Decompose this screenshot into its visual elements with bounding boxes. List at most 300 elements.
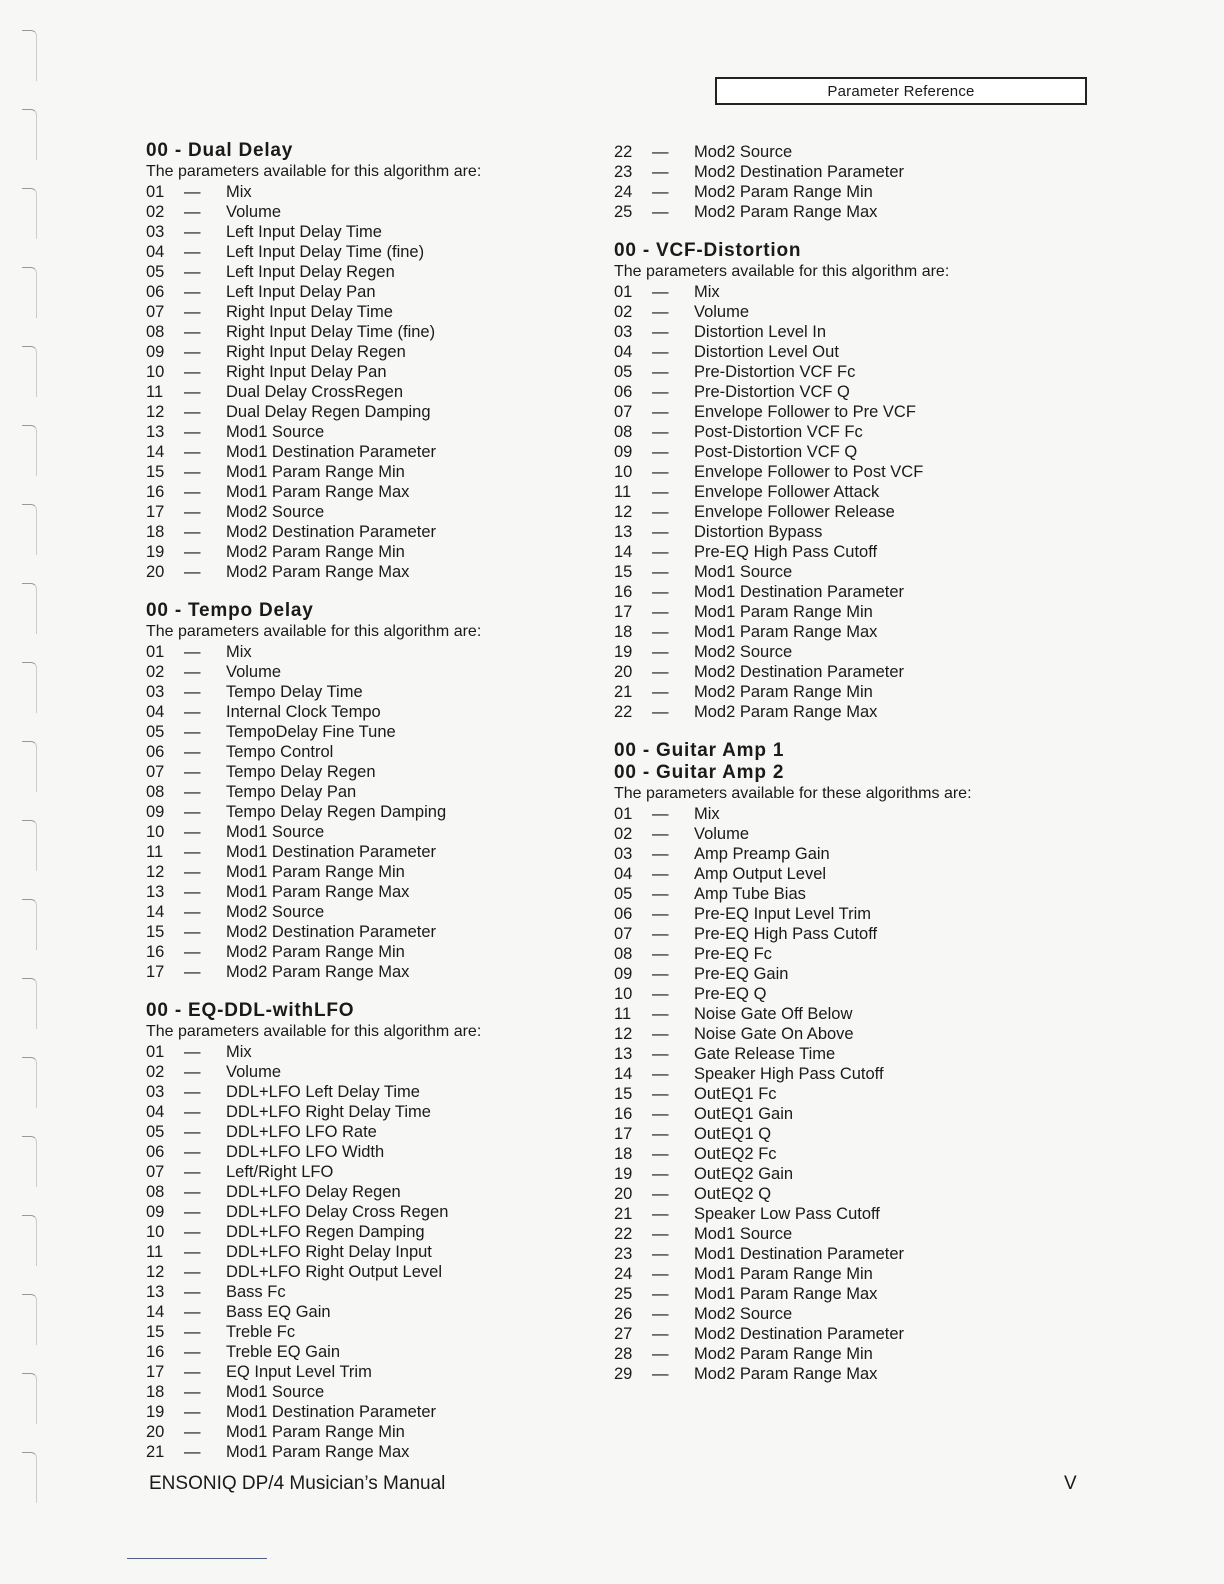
parameter-number: 16 — [614, 583, 633, 601]
parameter-row — [146, 1122, 626, 1142]
dash-separator: — — [652, 543, 669, 561]
parameter-name: Mod1 Source — [694, 563, 793, 581]
parameter-row — [146, 1082, 626, 1102]
parameter-row — [146, 442, 626, 462]
parameter-row — [614, 1364, 1094, 1384]
dash-separator: — — [652, 1245, 669, 1263]
parameter-number: 13 — [614, 1045, 633, 1063]
parameter-row — [146, 1062, 626, 1082]
parameter-number: 13 — [146, 883, 165, 901]
parameter-row — [146, 282, 626, 302]
dash-separator: — — [184, 1223, 201, 1241]
parameter-number: 06 — [146, 1143, 165, 1161]
parameter-row — [146, 1322, 626, 1342]
dash-separator: — — [184, 203, 201, 221]
parameter-number: 16 — [146, 483, 165, 501]
parameter-number: 03 — [146, 1083, 165, 1101]
parameter-number: 22 — [614, 1225, 633, 1243]
parameter-row — [614, 1264, 1094, 1284]
parameter-name: Tempo Delay Time — [226, 683, 363, 701]
binder-mark — [22, 1057, 37, 1108]
parameter-name: Right Input Delay Regen — [226, 343, 406, 361]
parameter-name: Gate Release Time — [694, 1045, 836, 1063]
parameter-row — [146, 902, 626, 922]
parameter-name: Envelope Follower to Post VCF — [694, 463, 924, 481]
parameter-number: 16 — [146, 1343, 165, 1361]
algorithm-title: 00 - EQ-DDL-withLFO — [146, 1000, 355, 1021]
parameter-row — [146, 1362, 626, 1382]
parameter-number: 18 — [146, 523, 165, 541]
dash-separator: — — [184, 803, 201, 821]
parameter-number: 02 — [614, 825, 633, 843]
parameter-row — [614, 462, 1094, 482]
dash-separator: — — [184, 523, 201, 541]
parameter-name: Tempo Delay Regen Damping — [226, 803, 447, 821]
parameter-number: 11 — [146, 843, 164, 861]
dash-separator: — — [184, 1203, 201, 1221]
binder-mark — [22, 820, 37, 871]
parameter-name: Left Input Delay Time (fine) — [226, 243, 425, 261]
parameter-name: Mod1 Param Range Min — [226, 463, 405, 481]
dash-separator: — — [184, 1043, 201, 1061]
parameter-row — [614, 1324, 1094, 1344]
dash-separator: — — [184, 223, 201, 241]
parameter-row — [614, 1344, 1094, 1364]
parameter-name: Mod1 Destination Parameter — [226, 843, 437, 861]
parameter-name: Amp Tube Bias — [694, 885, 806, 903]
parameter-row — [614, 1124, 1094, 1144]
parameter-row — [614, 362, 1094, 382]
parameter-name: Mod1 Source — [226, 423, 325, 441]
dash-separator: — — [652, 925, 669, 943]
parameter-row — [614, 804, 1094, 824]
parameter-name: Volume — [226, 663, 282, 681]
dash-separator: — — [184, 503, 201, 521]
parameter-number: 09 — [146, 343, 165, 361]
parameter-row — [146, 662, 626, 682]
parameter-list — [614, 142, 1094, 222]
parameter-row — [614, 944, 1094, 964]
parameter-number: 01 — [614, 283, 633, 301]
binder-mark — [22, 267, 37, 318]
parameter-number: 04 — [146, 243, 165, 261]
parameter-name: Mod1 Destination Parameter — [694, 583, 905, 601]
dash-separator: — — [184, 843, 201, 861]
parameter-number: 05 — [614, 363, 633, 381]
parameter-row — [146, 1282, 626, 1302]
parameter-row — [614, 1304, 1094, 1324]
parameter-row — [146, 222, 626, 242]
parameter-name: Mod2 Source — [226, 903, 325, 921]
parameter-number: 15 — [146, 923, 165, 941]
parameter-number: 05 — [146, 723, 165, 741]
dash-separator: — — [652, 423, 669, 441]
parameter-row — [146, 962, 626, 982]
dash-separator: — — [184, 903, 201, 921]
parameter-name: Mod2 Param Range Max — [694, 203, 878, 221]
dash-separator: — — [184, 1263, 201, 1281]
left-column — [146, 140, 626, 1480]
parameter-row — [146, 702, 626, 722]
parameter-name: Noise Gate On Above — [694, 1025, 854, 1043]
parameter-row — [146, 502, 626, 522]
parameter-row — [146, 882, 626, 902]
parameter-list — [614, 804, 1094, 1384]
parameter-number: 07 — [146, 303, 165, 321]
parameter-name: Mix — [226, 183, 252, 201]
parameter-name: Amp Preamp Gain — [694, 845, 830, 863]
parameter-name: Mod1 Source — [226, 823, 325, 841]
parameter-row — [146, 1182, 626, 1202]
parameter-name: Envelope Follower Attack — [694, 483, 880, 501]
parameter-number: 28 — [614, 1345, 633, 1363]
dash-separator: — — [652, 1085, 669, 1103]
parameter-name: Mod2 Source — [694, 643, 793, 661]
algorithm-section — [146, 600, 626, 982]
parameter-name: Right Input Delay Time — [226, 303, 393, 321]
parameter-row — [614, 924, 1094, 944]
algorithm-section — [146, 140, 626, 582]
parameter-name: Dual Delay CrossRegen — [226, 383, 403, 401]
parameter-name: Speaker Low Pass Cutoff — [694, 1205, 880, 1223]
parameter-name: Distortion Level In — [694, 323, 827, 341]
parameter-name: DDL+LFO Left Delay Time — [226, 1083, 420, 1101]
dash-separator: — — [184, 703, 201, 721]
parameter-number: 13 — [146, 423, 165, 441]
parameter-number: 14 — [614, 543, 633, 561]
parameter-number: 01 — [614, 805, 633, 823]
parameter-number: 12 — [146, 863, 165, 881]
dash-separator: — — [652, 1105, 669, 1123]
dash-separator: — — [184, 763, 201, 781]
dash-separator: — — [184, 463, 201, 481]
parameter-number: 03 — [614, 323, 633, 341]
parameter-number: 03 — [614, 845, 633, 863]
parameter-name: Mod2 Source — [694, 143, 793, 161]
parameter-name: DDL+LFO LFO Rate — [226, 1123, 377, 1141]
dash-separator: — — [652, 563, 669, 581]
dash-separator: — — [184, 963, 201, 981]
binder-mark — [22, 741, 37, 792]
parameter-number: 07 — [614, 925, 633, 943]
dash-separator: — — [652, 703, 669, 721]
dash-separator: — — [652, 203, 669, 221]
algorithm-intro: The parameters available for this algorithm are: — [146, 163, 482, 180]
dash-separator: — — [184, 1143, 201, 1161]
parameter-name: Volume — [226, 1063, 282, 1081]
parameter-name: Pre-EQ High Pass Cutoff — [694, 925, 878, 943]
dash-separator: — — [652, 603, 669, 621]
dash-separator: — — [652, 663, 669, 681]
dash-separator: — — [184, 563, 201, 581]
parameter-number: 20 — [146, 1423, 165, 1441]
parameter-name: Mod2 Destination Parameter — [226, 923, 437, 941]
dash-separator: — — [184, 363, 201, 381]
parameter-name: Dual Delay Regen Damping — [226, 403, 431, 421]
parameter-name: Mod2 Destination Parameter — [694, 1325, 905, 1343]
dash-separator: — — [184, 1383, 201, 1401]
parameter-number: 09 — [146, 1203, 165, 1221]
parameter-number: 11 — [146, 383, 164, 401]
algorithm-intro: The parameters available for this algorithm are: — [146, 1023, 482, 1040]
dash-separator: — — [652, 1225, 669, 1243]
parameter-name: Mod1 Destination Parameter — [226, 1403, 437, 1421]
dash-separator: — — [184, 343, 201, 361]
dash-separator: — — [184, 423, 201, 441]
dash-separator: — — [184, 403, 201, 421]
parameter-name: Mod2 Param Range Min — [694, 683, 873, 701]
parameter-row — [146, 362, 626, 382]
dash-separator: — — [184, 1443, 201, 1461]
parameter-row — [146, 422, 626, 442]
dash-separator: — — [184, 1103, 201, 1121]
binder-mark — [22, 346, 37, 397]
dash-separator: — — [652, 1045, 669, 1063]
parameter-number: 02 — [614, 303, 633, 321]
dash-separator: — — [652, 1365, 669, 1383]
parameter-row — [614, 182, 1094, 202]
parameter-row — [614, 1204, 1094, 1224]
parameter-number: 04 — [146, 1103, 165, 1121]
parameter-name: Amp Output Level — [694, 865, 827, 883]
parameter-number: 22 — [614, 703, 633, 721]
parameter-name: DDL+LFO Right Delay Time — [226, 1103, 431, 1121]
parameter-number: 24 — [614, 183, 633, 201]
parameter-row — [614, 602, 1094, 622]
dash-separator: — — [184, 663, 201, 681]
parameter-name: OutEQ2 Fc — [694, 1145, 777, 1163]
dash-separator: — — [652, 1285, 669, 1303]
dash-separator: — — [652, 1065, 669, 1083]
parameter-name: DDL+LFO Right Delay Input — [226, 1243, 432, 1261]
parameter-number: 09 — [146, 803, 165, 821]
parameter-number: 10 — [146, 363, 165, 381]
dash-separator: — — [652, 583, 669, 601]
dash-separator: — — [184, 283, 201, 301]
parameter-name: Mod1 Param Range Max — [226, 1443, 410, 1461]
parameter-name: DDL+LFO Right Output Level — [226, 1263, 442, 1281]
parameter-name: Noise Gate Off Below — [694, 1005, 853, 1023]
parameter-name: Mod1 Param Range Max — [694, 623, 878, 641]
parameter-name: Mod2 Source — [226, 503, 325, 521]
dash-separator: — — [652, 183, 669, 201]
parameter-row — [614, 1044, 1094, 1064]
dash-separator: — — [652, 503, 669, 521]
parameter-name: Distortion Level Out — [694, 343, 839, 361]
parameter-row — [146, 762, 626, 782]
parameter-row — [146, 742, 626, 762]
algorithm-title: 00 - VCF-Distortion — [614, 240, 802, 261]
dash-separator: — — [184, 1183, 201, 1201]
dash-separator: — — [652, 643, 669, 661]
parameter-name: Left/Right LFO — [226, 1163, 334, 1181]
parameter-row — [614, 682, 1094, 702]
dash-separator: — — [184, 323, 201, 341]
parameter-number: 07 — [146, 1163, 165, 1181]
binder-mark — [22, 978, 37, 1029]
parameter-number: 08 — [146, 323, 165, 341]
parameter-name: Envelope Follower to Pre VCF — [694, 403, 916, 421]
dash-separator: — — [652, 905, 669, 923]
parameter-name: Mod1 Source — [226, 1383, 325, 1401]
parameter-row — [614, 884, 1094, 904]
dash-separator: — — [652, 443, 669, 461]
parameter-name: Left Input Delay Pan — [226, 283, 376, 301]
algorithm-section — [614, 740, 1094, 1384]
parameter-name: OutEQ1 Q — [694, 1125, 772, 1143]
parameter-name: Mod1 Param Range Max — [226, 883, 410, 901]
parameter-row — [614, 502, 1094, 522]
parameter-name: Mod1 Source — [694, 1225, 793, 1243]
parameter-number: 20 — [614, 1185, 633, 1203]
parameter-number: 12 — [146, 1263, 165, 1281]
parameter-number: 20 — [614, 663, 633, 681]
parameter-number: 25 — [614, 203, 633, 221]
parameter-name: Treble Fc — [226, 1323, 296, 1341]
dash-separator: — — [652, 845, 669, 863]
parameter-row — [146, 942, 626, 962]
parameter-number: 09 — [614, 443, 633, 461]
parameter-row — [614, 702, 1094, 722]
dash-separator: — — [652, 1165, 669, 1183]
parameter-row — [614, 1104, 1094, 1124]
binder-mark — [22, 30, 37, 81]
parameter-row — [146, 462, 626, 482]
parameter-number: 10 — [614, 985, 633, 1003]
parameter-row — [614, 904, 1094, 924]
parameter-list — [146, 1042, 626, 1462]
parameter-name: Mod1 Param Range Max — [694, 1285, 878, 1303]
parameter-row — [146, 562, 626, 582]
parameter-row — [614, 844, 1094, 864]
dash-separator: — — [652, 865, 669, 883]
parameter-name: Pre-EQ Fc — [694, 945, 772, 963]
parameter-row — [146, 1162, 626, 1182]
parameter-number: 13 — [146, 1283, 165, 1301]
parameter-list — [146, 182, 626, 582]
parameter-number: 06 — [146, 743, 165, 761]
parameter-row — [614, 622, 1094, 642]
dash-separator: — — [184, 1123, 201, 1141]
parameter-number: 02 — [146, 203, 165, 221]
parameter-name: OutEQ1 Gain — [694, 1105, 794, 1123]
dash-separator: — — [184, 443, 201, 461]
parameter-name: Mod2 Param Range Max — [226, 963, 410, 981]
dash-separator: — — [652, 683, 669, 701]
dash-separator: — — [184, 543, 201, 561]
algorithm-title: 00 - Guitar Amp 2 — [614, 762, 785, 783]
dash-separator: — — [652, 363, 669, 381]
parameter-name: Tempo Delay Pan — [226, 783, 357, 801]
parameter-name: Right Input Delay Time (fine) — [226, 323, 436, 341]
binder-mark — [22, 1373, 37, 1424]
parameter-row — [146, 642, 626, 662]
parameter-name: Treble EQ Gain — [226, 1343, 341, 1361]
parameter-number: 29 — [614, 1365, 633, 1383]
binder-mark — [22, 1452, 37, 1503]
parameter-row — [146, 722, 626, 742]
parameter-row — [146, 1142, 626, 1162]
parameter-row — [146, 922, 626, 942]
parameter-number: 17 — [614, 603, 633, 621]
parameter-number: 14 — [146, 1303, 165, 1321]
parameter-number: 02 — [146, 1063, 165, 1081]
parameter-number: 13 — [614, 523, 633, 541]
parameter-number: 15 — [146, 1323, 165, 1341]
parameter-row — [146, 1422, 626, 1442]
binder-mark — [22, 1294, 37, 1345]
dash-separator: — — [184, 863, 201, 881]
parameter-number: 14 — [146, 443, 165, 461]
parameter-name: Pre-EQ High Pass Cutoff — [694, 543, 878, 561]
dash-separator: — — [184, 1163, 201, 1181]
parameter-name: Mix — [226, 1043, 252, 1061]
parameter-row — [614, 662, 1094, 682]
parameter-number: 16 — [614, 1105, 633, 1123]
parameter-number: 04 — [614, 343, 633, 361]
binder-mark — [22, 504, 37, 555]
algorithm-title: 00 - Tempo Delay — [146, 600, 314, 621]
parameter-number: 24 — [614, 1265, 633, 1283]
bottom-rule — [127, 1558, 267, 1559]
parameter-name: DDL+LFO Delay Cross Regen — [226, 1203, 449, 1221]
dash-separator: — — [652, 283, 669, 301]
parameter-number: 06 — [614, 383, 633, 401]
dash-separator: — — [652, 985, 669, 1003]
dash-separator: — — [184, 483, 201, 501]
parameter-name: DDL+LFO Regen Damping — [226, 1223, 425, 1241]
parameter-row — [146, 802, 626, 822]
dash-separator: — — [652, 1265, 669, 1283]
parameter-number: 19 — [146, 543, 165, 561]
parameter-number: 15 — [614, 563, 633, 581]
parameter-number: 01 — [146, 643, 165, 661]
parameter-row — [146, 342, 626, 362]
dash-separator: — — [184, 923, 201, 941]
binder-hole-marks — [22, 30, 42, 1510]
parameter-name: Mix — [226, 643, 252, 661]
algorithm-section — [614, 240, 1094, 722]
parameter-number: 16 — [146, 943, 165, 961]
dash-separator: — — [184, 723, 201, 741]
dash-separator: — — [184, 883, 201, 901]
dash-separator: — — [184, 1063, 201, 1081]
parameter-name: Mod2 Param Range Max — [226, 563, 410, 581]
parameter-number: 21 — [614, 1205, 633, 1223]
dash-separator: — — [652, 143, 669, 161]
parameter-number: 12 — [614, 503, 633, 521]
parameter-name: Mod2 Param Range Max — [694, 1365, 878, 1383]
parameter-number: 19 — [146, 1403, 165, 1421]
parameter-number: 18 — [146, 1383, 165, 1401]
parameter-name: Mod1 Param Range Min — [226, 1423, 405, 1441]
parameter-row — [614, 964, 1094, 984]
dash-separator: — — [184, 743, 201, 761]
parameter-name: Mod2 Param Range Max — [694, 703, 878, 721]
parameter-name: Mod2 Param Range Min — [226, 943, 405, 961]
parameter-row — [146, 1402, 626, 1422]
dash-separator: — — [184, 1323, 201, 1341]
dash-separator: — — [184, 1303, 201, 1321]
algorithm-section — [146, 1000, 626, 1462]
parameter-name: Mod2 Param Range Min — [694, 1345, 873, 1363]
dash-separator: — — [652, 965, 669, 983]
parameter-row — [614, 582, 1094, 602]
footer-manual-title: ENSONIQ DP/4 Musician’s Manual — [149, 1473, 446, 1494]
dash-separator: — — [652, 463, 669, 481]
parameter-number: 11 — [146, 1243, 164, 1261]
page-header-box — [715, 77, 1087, 105]
